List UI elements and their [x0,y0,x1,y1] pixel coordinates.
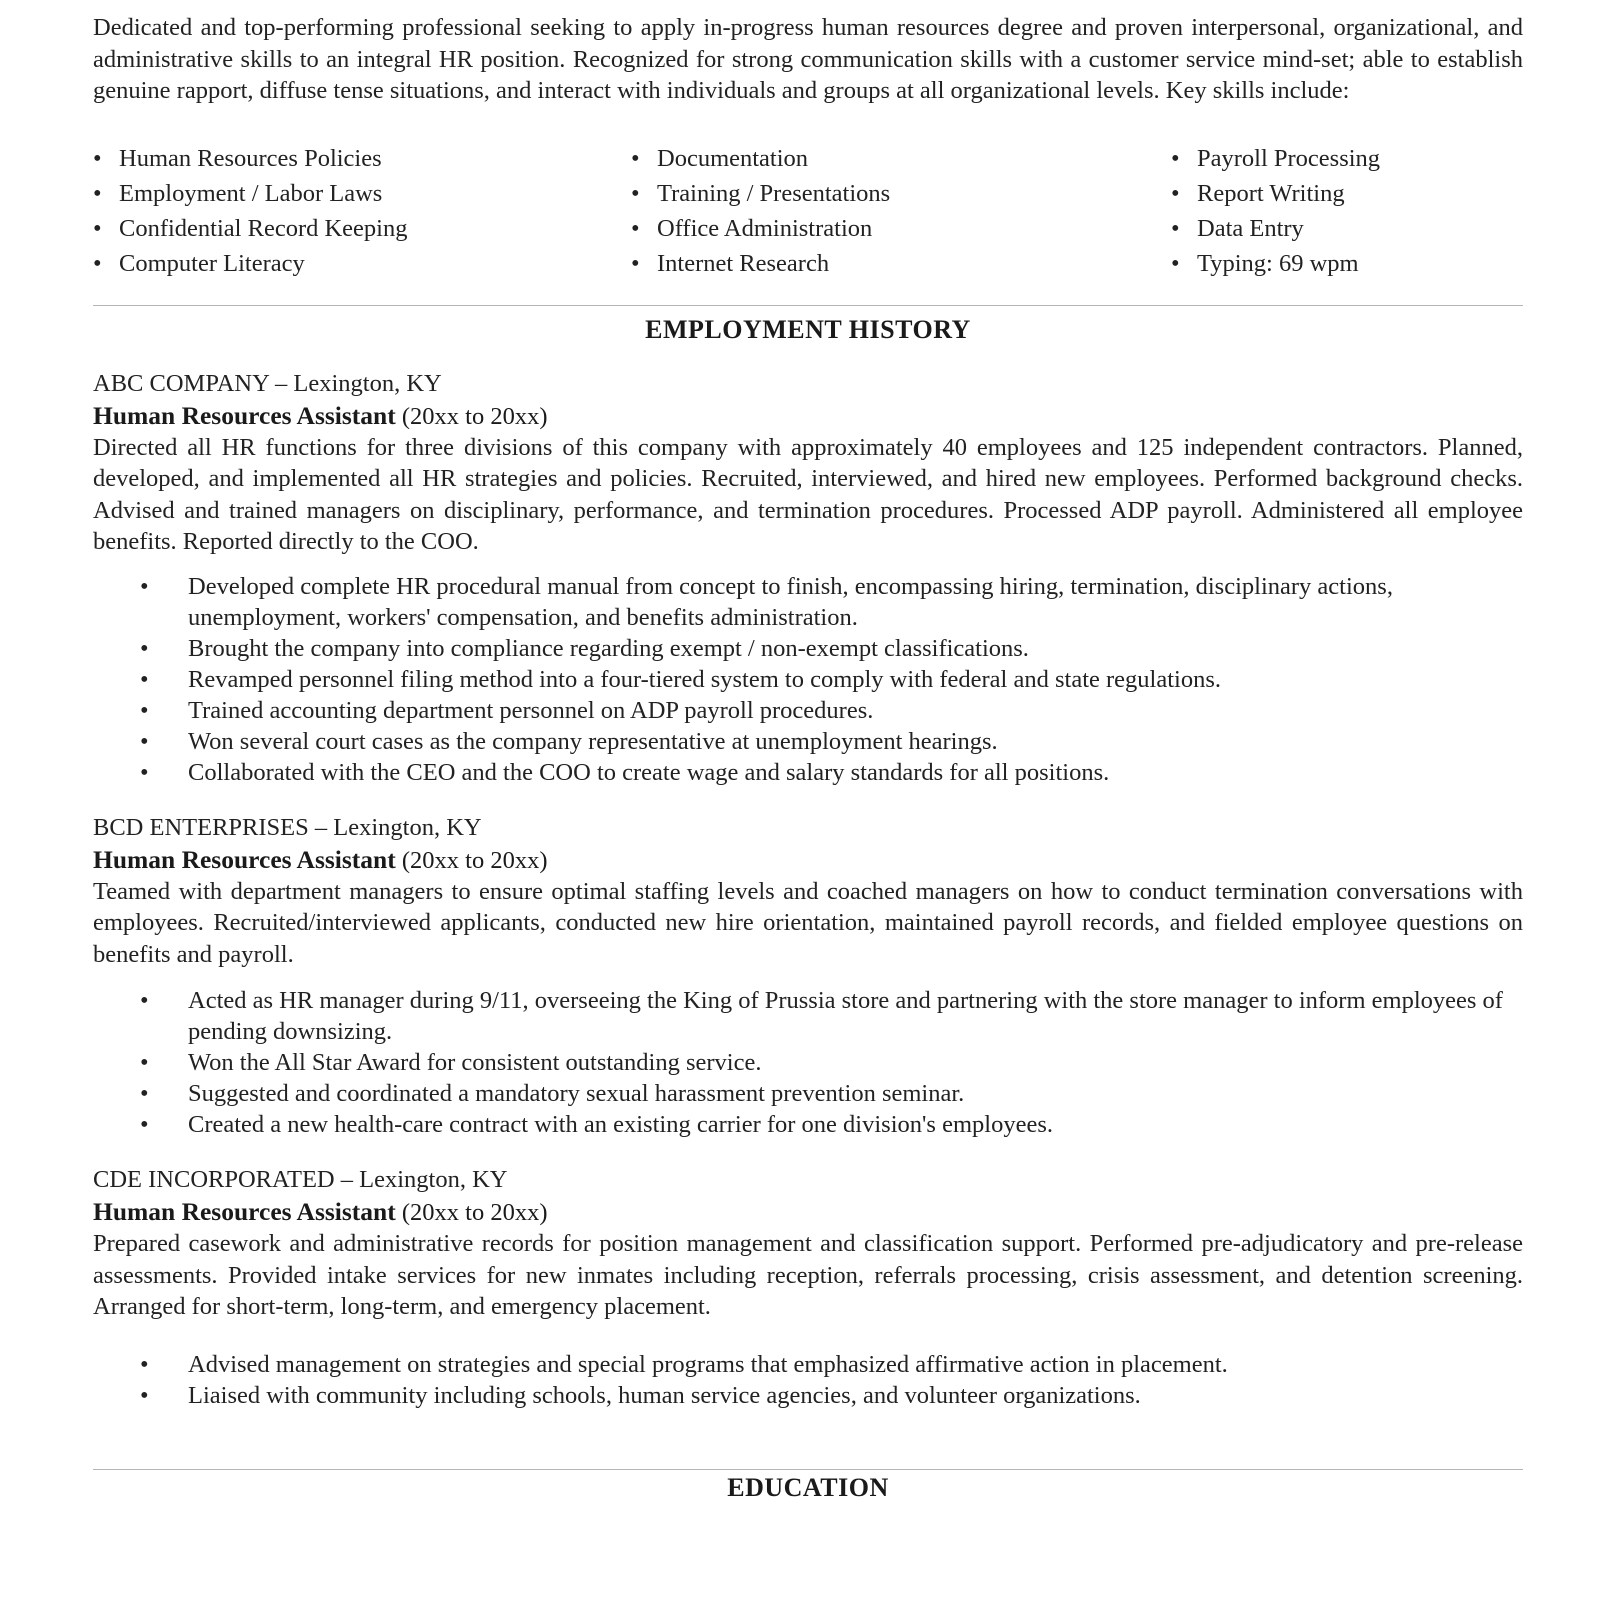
skill-item: • Data Entry [1171,211,1523,246]
section-divider [93,1469,1523,1470]
skill-item: • Report Writing [1171,176,1523,211]
achievement-item: • Liaised with community including schools, human service agencies, and volunteer organizations. [188,1380,1523,1411]
skill-item: • Employment / Labor Laws [93,176,631,211]
achievement-item: • Suggested and coordinated a mandatory sexual harassment prevention seminar. [188,1078,1523,1109]
job-title: Human Resources Assistant [93,844,396,874]
education-heading: EDUCATION [727,1472,889,1502]
employer-name: CDE INCORPORATED – Lexington, KY [93,1166,508,1193]
skill-item: • Typing: 69 wpm [1171,246,1523,281]
achievement-list [93,1349,1523,1411]
achievement-item: • Created a new health-care contract with an existing carrier for one division's employees. [188,1109,1523,1140]
job-description: Directed all HR functions for three divisions of this company with approximately 40 employees and 125 independent contractors. Planned, developed, and implemented all HR strategies and policies. Recruited, interviewed, and hired new employees. Performed background checks. Advised and trained managers on disciplinary, performance, and termination procedures. Processed ADP payroll. Administered all employee benefits. Reported directly to the COO. [93,433,1523,555]
achievement-item: • Acted as HR manager during 9/11, overseeing the King of Prussia store and partnering with the store manager to inform employees of pending downsizing. [188,985,1523,1047]
achievement-item: • Collaborated with the CEO and the COO to create wage and salary standards for all positions. [188,757,1523,788]
job-title: Human Resources Assistant [93,400,396,430]
skill-item: • Human Resources Policies [93,141,631,176]
employer-name: BCD ENTERPRISES – Lexington, KY [93,813,482,841]
skill-item: • Internet Research [631,246,1171,281]
achievement-item: • Trained accounting department personnel on ADP payroll procedures. [188,695,1523,726]
job-title-line [93,844,1523,876]
achievement-item: • Won several court cases as the company representative at unemployment hearings. [188,726,1523,757]
achievement-list [93,985,1523,1140]
achievement-item: • Advised management on strategies and special programs that emphasized affirmative action in placement. [188,1349,1523,1380]
skill-item: • Confidential Record Keeping [93,211,631,246]
job-entry [93,812,1523,1141]
achievement-item: • Revamped personnel filing method into a four-tiered system to comply with federal and state regulations. [188,664,1523,695]
key-skills [93,141,1523,281]
job-description: Prepared casework and administrative records for position management and classification support. Performed pre-adjudicatory and pre-release assessments. Provided intake services for new inmates including reception, referrals processing, crisis assessment, and detention screening. Arranged for short-term, long-term, and emergency placement. [93,1230,1523,1320]
achievement-list [93,571,1523,788]
job-dates: (20xx to 20xx) [401,1199,548,1226]
skill-item: • Payroll Processing [1171,141,1523,176]
job-dates: (20xx to 20xx) [401,846,548,874]
achievement-item: • Won the All Star Award for consistent outstanding service. [188,1047,1523,1078]
job-dates: (20xx to 20xx) [401,402,548,430]
skills-column-1 [93,141,631,281]
achievement-item: • Developed complete HR procedural manual from concept to finish, encompassing hiring, termination, disciplinary actions, unemployment, workers' compensation, and benefits administration. [188,571,1523,633]
job-title-line [93,400,1523,432]
summary-paragraph: Dedicated and top-performing professional seeking to apply in-progress human resources degree and proven interpersonal, organizational, and administrative skills to an integral HR position. Recognized for strong communication skills with a customer service mind-set; able to establish genuine rapport, diffuse tense situations, and interact with individuals and groups at all organizational levels. Key skills include: [93,14,1523,104]
skill-item: • Documentation [631,141,1171,176]
achievement-item: • Brought the company into compliance regarding exempt / non-exempt classifications. [188,633,1523,664]
section-divider [93,305,1523,306]
employer-name: ABC COMPANY – Lexington, KY [93,369,442,397]
job-description: Teamed with department managers to ensure optimal staffing levels and coached managers on how to conduct termination conversations with employees. Recruited/interviewed applicants, conducted new hire orientation, maintained payroll records, and fielded employee questions on benefits and payroll. [93,877,1523,968]
job-title: Human Resources Assistant [93,1197,396,1226]
job-entry [93,368,1523,788]
skills-column-2 [631,141,1171,281]
employment-history-heading: EMPLOYMENT HISTORY [645,314,971,344]
skills-column-3 [1171,141,1523,281]
job-title-line [93,1196,1523,1228]
skill-item: • Training / Presentations [631,176,1171,211]
skill-item: • Office Administration [631,211,1171,246]
skill-item: • Computer Literacy [93,246,631,281]
resume-page [93,8,1523,1504]
job-entry [93,1164,1523,1411]
